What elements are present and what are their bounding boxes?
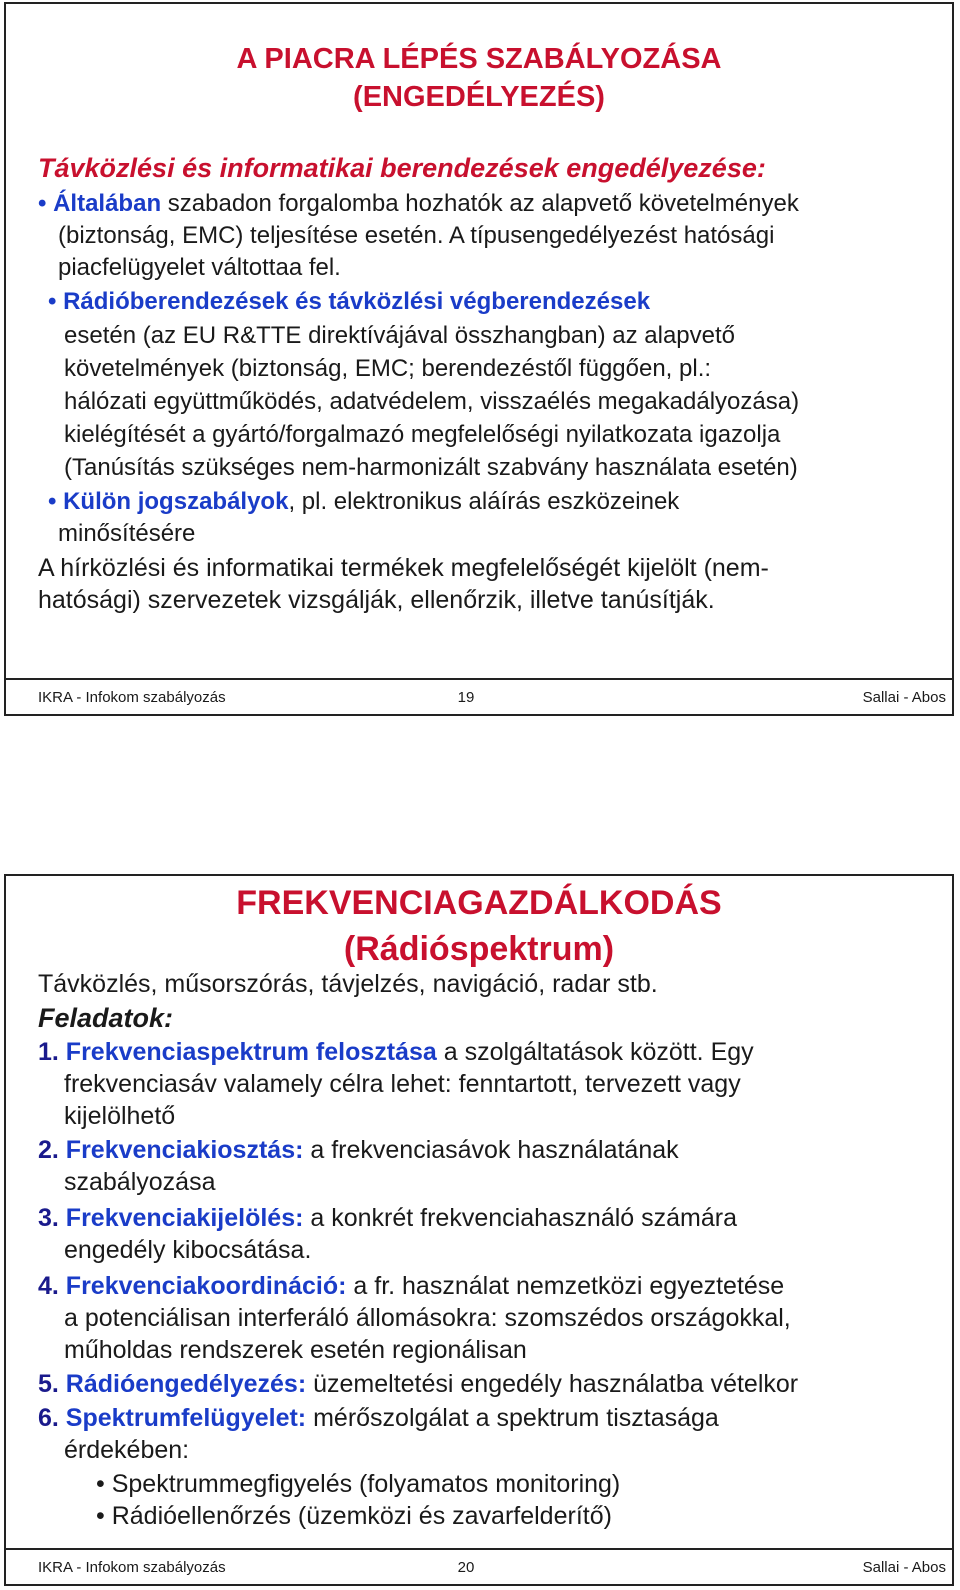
task-3-line-2: engedély kibocsátása.	[64, 1236, 312, 1264]
bullet-1-strong: Általában	[53, 190, 162, 217]
task-4-line-3: műholdas rendszerek esetén regionálisan	[64, 1336, 527, 1364]
task-4	[38, 1270, 784, 1302]
title-line-1: FREKVENCIAGAZDÁLKODÁS	[236, 884, 722, 922]
task-1-text: a szolgáltatások között. Egy	[436, 1038, 754, 1066]
slide-footer	[6, 1548, 952, 1584]
sub-item-1-text: Spektrummegfigyelés (folyamatos monitoring)	[111, 1470, 621, 1498]
bullet-dot-icon: •	[96, 1470, 105, 1498]
bullet-2-strong: Rádióberendezések és távközlési végberendezések	[63, 288, 651, 315]
bullet-dot-icon: •	[38, 190, 47, 217]
slide-title	[6, 40, 952, 116]
page-number: 20	[457, 1558, 475, 1576]
bullet-dot-icon: •	[48, 288, 57, 315]
tasks-heading: Feladatok:	[38, 1003, 174, 1033]
task-4-strong: Frekvenciakoordináció:	[65, 1272, 347, 1300]
task-2-text: a frekvenciasávok használatának	[303, 1136, 679, 1164]
sub-item-2-text: Rádióellenőrzés (üzemközi és zavarfelderítő)	[111, 1502, 612, 1530]
paragraph-line-2: hatósági) szervezetek vizsgálják, ellenőrzik, illetve tanúsítják.	[38, 586, 715, 614]
task-5-text: üzemeltetési engedély használatba vételkor	[306, 1370, 799, 1398]
task-1-strong: Frekvenciaspektrum felosztása	[65, 1038, 437, 1066]
bullet-1-line-2: (biztonság, EMC) teljesítése esetén. A típusengedélyezést hatósági	[58, 222, 775, 249]
task-2-line-2: szabályozása	[64, 1168, 216, 1196]
bullet-2-line-4: kielégítését a gyártó/forgalmazó megfelelőségi nyilatkozata igazolja	[64, 421, 781, 448]
slide-footer	[6, 678, 952, 714]
task-2-number: 2.	[38, 1136, 66, 1164]
task-5-strong: Rádióengedélyezés:	[65, 1370, 307, 1398]
task-6-line-2: érdekében:	[64, 1436, 190, 1464]
task-5-number: 5.	[38, 1370, 66, 1398]
sub-item-1	[96, 1468, 620, 1500]
paragraph-line-1: A hírközlési és informatikai termékek megfelelőségét kijelölt (nem-	[38, 554, 769, 582]
footer-course: IKRA - Infokom szabályozás	[38, 688, 226, 706]
bullet-2-line-5: (Tanúsítás szükséges nem-harmonizált szabvány használata esetén)	[64, 454, 798, 481]
task-3-text: a konkrét frekvenciahasználó számára	[303, 1204, 737, 1232]
slide-20	[4, 874, 954, 1586]
task-4-line-2: a potenciálisan interferáló állomásokra: szomszédos országokkal,	[64, 1304, 791, 1332]
task-3-strong: Frekvenciakijelölés:	[65, 1204, 304, 1232]
bullet-1-line-3: piacfelügyelet váltottaa fel.	[58, 254, 341, 281]
subheading: Távközlési és informatikai berendezések engedélyezése:	[38, 153, 766, 183]
task-4-number: 4.	[38, 1272, 66, 1300]
title-line-2: (Rádióspektrum)	[343, 930, 615, 968]
task-2	[38, 1134, 679, 1166]
bullet-2-line-1: esetén (az EU R&TTE direktívájával összhangban) az alapvető	[64, 322, 736, 349]
footer-course: IKRA - Infokom szabályozás	[38, 1558, 226, 1576]
task-5	[38, 1368, 798, 1400]
task-2-strong: Frekvenciakiosztás:	[65, 1136, 304, 1164]
task-1-line-3: kijelölhető	[64, 1102, 176, 1130]
bullet-1	[38, 188, 799, 220]
bullet-3-text: , pl. elektronikus aláírás eszközeinek	[288, 488, 680, 515]
task-6-number: 6.	[38, 1404, 66, 1432]
bullet-dot-icon: •	[48, 488, 57, 515]
bullet-3-strong: Külön jogszabályok	[63, 488, 289, 515]
title-line-2: (ENGEDÉLYEZÉS)	[353, 81, 605, 113]
intro-text: Távközlés, műsorszórás, távjelzés, navigáció, radar stb.	[38, 970, 658, 998]
footer-author: Sallai - Abos	[862, 688, 946, 706]
title-line-1: A PIACRA LÉPÉS SZABÁLYOZÁSA	[236, 43, 722, 75]
bullet-1-text: szabadon forgalomba hozhatók az alapvető követelmények	[161, 190, 799, 217]
bullet-2-line-2: követelmények (biztonság, EMC; berendezéstől függően, pl.:	[64, 355, 712, 382]
bullet-3	[48, 486, 679, 518]
task-3	[38, 1202, 737, 1234]
bullet-3-line-2: minősítésére	[58, 520, 196, 547]
task-6	[38, 1402, 719, 1434]
task-3-number: 3.	[38, 1204, 66, 1232]
bullet-dot-icon: •	[96, 1502, 105, 1530]
bullet-2-line-3: hálózati együttműködés, adatvédelem, visszaélés megakadályozása)	[64, 388, 800, 415]
slide-19	[4, 2, 954, 716]
task-1-line-2: frekvenciasáv valamely célra lehet: fenntartott, tervezett vagy	[64, 1070, 741, 1098]
task-1-number: 1.	[38, 1038, 66, 1066]
task-6-strong: Spektrumfelügyelet:	[65, 1404, 307, 1432]
footer-author: Sallai - Abos	[862, 1558, 946, 1576]
task-6-text: mérőszolgálat a spektrum tisztasága	[306, 1404, 719, 1432]
slide-title	[6, 880, 952, 972]
task-1	[38, 1036, 754, 1068]
page-number: 19	[457, 688, 475, 706]
task-4-text: a fr. használat nemzetközi egyeztetése	[346, 1272, 785, 1300]
sub-item-2	[96, 1500, 612, 1532]
bullet-2	[48, 286, 650, 318]
